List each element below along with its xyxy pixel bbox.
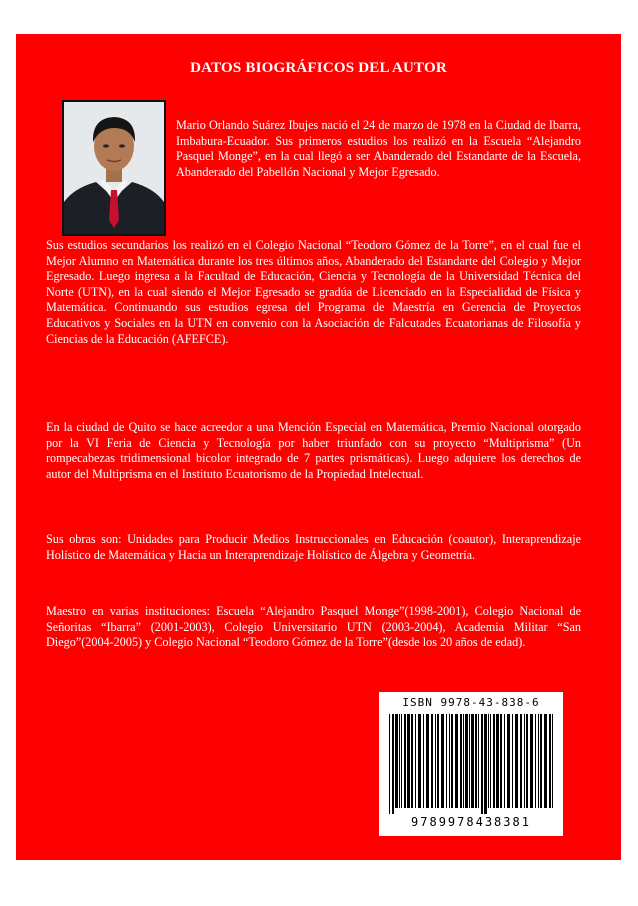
barcode-bar: [389, 714, 390, 814]
isbn-number: ISBN 9978-43-838-6: [402, 696, 540, 709]
barcode-bar: [481, 714, 483, 814]
barcode-bar: [530, 714, 533, 808]
barcode-bar: [478, 714, 479, 808]
ean-number: 9789978438381: [411, 815, 531, 829]
barcode-bar: [423, 714, 424, 808]
barcode-bar: [469, 714, 470, 808]
back-cover: [16, 34, 621, 860]
barcode-bar: [460, 714, 462, 808]
barcode-bar: [446, 714, 447, 808]
barcode-bar: [496, 714, 499, 808]
barcode-bar: [431, 714, 433, 808]
barcode-bar: [515, 714, 518, 808]
bio-paragraph-2: Sus estudios secundarios los realizó en el Colegio Nacional “Teodoro Gómez de la Torre”, en el cual fue el Mejor Alumno en Matemática durante los tres últimos años, Abanderado del Estandarte del Colegio y Mejor Egresado. Luego ingresa a la Facultad de Educación, Ciencia y Tecnología de la Universidad Técnica del Norte (UTN), en la cual siendo el Mejor Egresado se gradúa de Licenciado en la Especialidad de Física y Matemática. Continuando sus estudios egresa del Programa de Maestría en Gerencia de Proyectos Educativos y Sociales en la UTN en convenio con la Asociación de Falcutades Ecuatorianas de Filosofía y Ciencias de la Educación (AFEFCE).: [46, 238, 581, 346]
barcode-bar: [411, 714, 413, 808]
barcode-bar: [552, 714, 553, 808]
barcode-bar: [399, 714, 400, 808]
author-photo: [62, 100, 166, 236]
barcode-bar: [401, 714, 402, 808]
barcode-bar: [465, 714, 468, 808]
barcode-bar: [395, 714, 398, 808]
barcode-bar: [520, 714, 522, 808]
barcode-bar: [418, 714, 421, 808]
barcode-bar: [404, 714, 406, 808]
barcode-bar: [500, 714, 502, 808]
barcode-bar: [451, 714, 453, 808]
barcode-bar: [415, 714, 416, 808]
barcode-bar: [441, 714, 444, 808]
isbn-barcode: [379, 692, 563, 836]
barcode-bar: [437, 714, 439, 808]
barcode-bar: [471, 714, 474, 808]
barcode-bar: [544, 714, 547, 808]
barcode-bar: [524, 714, 525, 808]
bio-paragraph-5: Maestro en varias instituciones: Escuela “Alejandro Pasquel Monge”(1998-2001), Colegio Nacional de Señoritas “Ibarra” (2001-2003), Colegio Universitario UTN (2003-2004), Academia Militar “San Diego”(2004-2005) y Colegio Nacional “Teodoro Gómez de la Torre”(desde los 20 años de edad).: [46, 604, 581, 650]
bio-paragraph-1: Mario Orlando Suárez Ibujes nació el 24 de marzo de 1978 en la Ciudad de Ibarra, Imbabura-Ecuador. Sus primeros estudios los realizó en la Escuela “Alejandro Pasquel Monge”, en la cual llegó a ser Abanderado del Estandarte de la Escuela, Abanderado del Pabellón Nacional y Mejor Egresado.: [176, 118, 581, 179]
barcode-bar: [463, 714, 464, 808]
barcode-bar: [540, 714, 542, 808]
barcode-bar: [526, 714, 528, 808]
barcode-bar: [535, 714, 536, 808]
barcode-bar: [512, 714, 513, 808]
barcode-bar: [493, 714, 495, 808]
barcode-bar: [407, 714, 410, 808]
barcode-bar: [488, 714, 489, 808]
bio-paragraph-3: En la ciudad de Quito se hace acreedor a una Mención Especial en Matemática, Premio Nacional otorgado por la VI Feria de Ciencia y Tecnología por haber triunfado con su proyecto “Multiprisma” (Un rompecabezas tridimensional bicolor integrado de 7 partes prismáticas). Luego adquiere los derechos de autor del Multiprisma en el Instituto Ecuatorismo de la Propiedad Intelectual.: [46, 420, 581, 481]
barcode-bar: [549, 714, 551, 808]
page-title: DATOS BIOGRÁFICOS DEL AUTOR: [190, 60, 447, 76]
barcode-bar: [538, 714, 539, 808]
barcode-bar: [449, 714, 450, 808]
barcode-bars-icon: [385, 714, 557, 814]
barcode-bar: [484, 714, 487, 814]
barcode-bar: [507, 714, 510, 808]
author-portrait-icon: [64, 102, 164, 234]
barcode-bar: [504, 714, 505, 808]
bio-paragraph-4: Sus obras son: Unidades para Producir Medios Instruccionales en Educación (coautor), Interaprendizaje Holístico de Matemática y Hacia un Interaprendizaje Holístico de Álgebra y Geometría.: [46, 532, 581, 562]
barcode-bar: [426, 714, 429, 808]
barcode-bar: [435, 714, 436, 808]
barcode-bar: [475, 714, 477, 808]
barcode-bar: [490, 714, 491, 808]
barcode-bar: [455, 714, 458, 808]
barcode-bar: [392, 714, 394, 814]
